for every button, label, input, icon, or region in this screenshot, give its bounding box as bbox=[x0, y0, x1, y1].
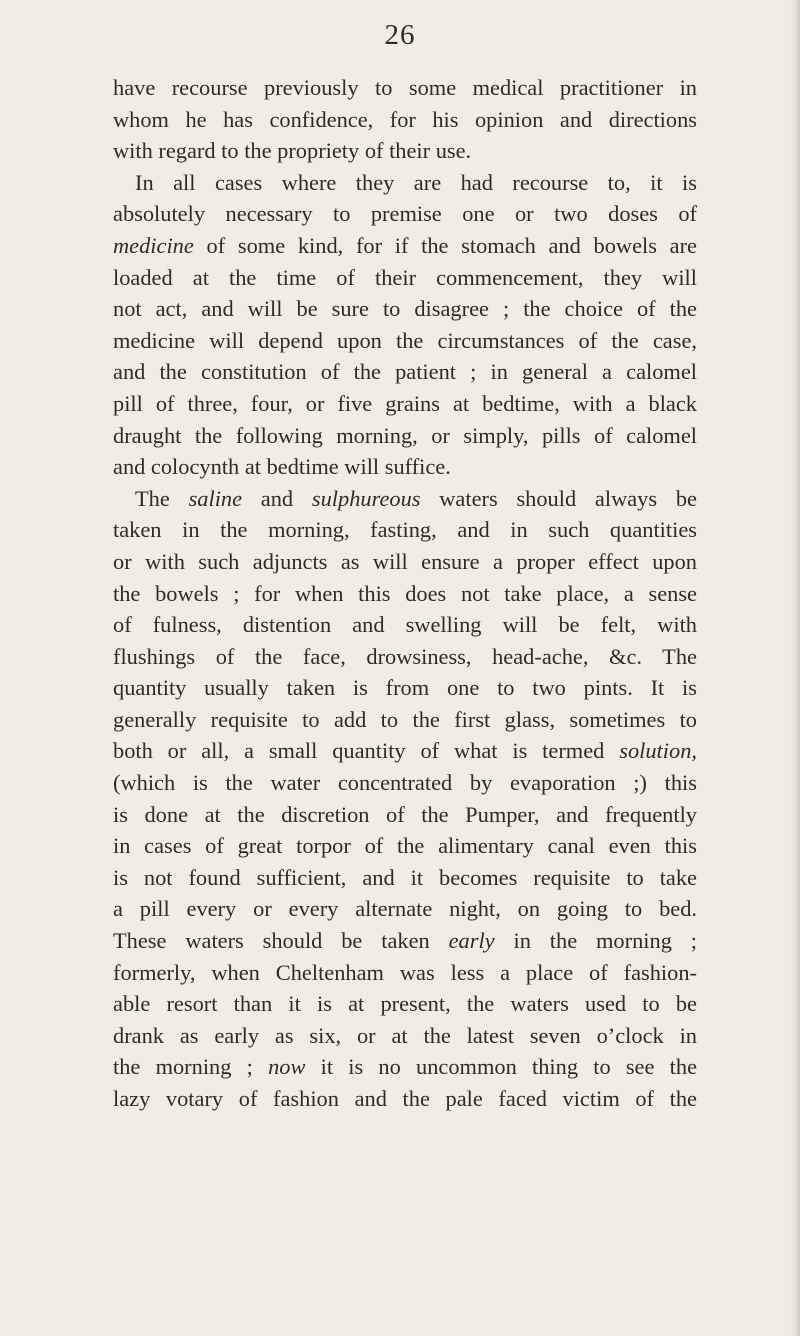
text-line bbox=[113, 1083, 697, 1115]
text-segment: In all cases where they are had recourse to, it is bbox=[135, 169, 697, 195]
text-segment: the bowels ; for when this does not take place, a sense bbox=[113, 580, 697, 606]
text-segment: is not found sufficient, and it becomes requisite to take bbox=[113, 864, 697, 890]
text-segment: in cases of great torpor of the alimentary canal even this bbox=[113, 833, 697, 859]
text-segment: it is no uncommon thing to see the bbox=[305, 1054, 698, 1080]
text-line bbox=[113, 451, 697, 483]
emphasized-text: now bbox=[268, 1054, 306, 1080]
text-line bbox=[113, 104, 697, 136]
text-segment: quantity usually taken is from one to two pints. It is bbox=[113, 675, 697, 701]
text-line bbox=[113, 388, 697, 420]
text-line bbox=[113, 988, 697, 1020]
text-segment: absolutely necessary to premise one or two doses of bbox=[113, 201, 697, 227]
text-segment: waters should always be bbox=[420, 485, 697, 511]
text-segment: taken in the morning, fasting, and in such quantities bbox=[113, 517, 697, 543]
text-line bbox=[113, 672, 697, 704]
text-line bbox=[113, 325, 697, 357]
text-segment: is done at the discretion of the Pumper, and frequently bbox=[113, 801, 697, 827]
text-segment: a pill every or every alternate night, on going to bed. bbox=[113, 896, 697, 922]
text-segment: (which is the water concentrated by evaporation ;) this bbox=[113, 770, 697, 796]
page-number: 26 bbox=[384, 19, 416, 51]
text-segment: of fulness, distention and swelling will be felt, with bbox=[113, 612, 697, 638]
text-segment: draught the following morning, or simply, pills of calomel bbox=[113, 422, 697, 448]
body-text bbox=[113, 72, 697, 1115]
text-segment: not act, and will be sure to disagree ; the choice of the bbox=[113, 296, 697, 322]
text-line bbox=[113, 135, 697, 167]
text-segment: whom he has confidence, for his opinion and directions bbox=[113, 106, 697, 132]
text-line bbox=[113, 767, 697, 799]
text-line bbox=[113, 198, 697, 230]
text-line bbox=[113, 641, 697, 673]
text-line bbox=[113, 862, 697, 894]
text-segment: and the constitution of the patient ; in general a calomel bbox=[113, 359, 697, 385]
emphasized-text: solution, bbox=[619, 738, 697, 764]
text-segment: formerly, when Cheltenham was less a place of fashion- bbox=[113, 959, 697, 985]
emphasized-text: saline bbox=[188, 485, 243, 511]
emphasized-text: early bbox=[448, 928, 495, 954]
text-line bbox=[113, 293, 697, 325]
text-segment: both or all, a small quantity of what is termed bbox=[113, 738, 620, 764]
text-segment: with regard to the propriety of their use. bbox=[113, 138, 472, 164]
page-edge bbox=[790, 0, 800, 1336]
text-line bbox=[113, 514, 697, 546]
text-line bbox=[113, 578, 697, 610]
text-segment: in the morning ; bbox=[494, 928, 697, 954]
text-line bbox=[113, 483, 697, 515]
text-segment: of some kind, for if the stomach and bowels are bbox=[193, 232, 697, 258]
text-segment: The bbox=[135, 485, 189, 511]
text-segment: have recourse previously to some medical practitioner in bbox=[113, 75, 697, 100]
text-line bbox=[113, 230, 697, 262]
text-line bbox=[113, 262, 697, 294]
text-line bbox=[113, 957, 697, 989]
text-line bbox=[113, 356, 697, 388]
text-line bbox=[113, 830, 697, 862]
text-line bbox=[113, 704, 697, 736]
text-segment: flushings of the face, drowsiness, head-ache, &c. The bbox=[113, 643, 697, 669]
text-segment: and bbox=[242, 485, 312, 511]
text-segment: loaded at the time of their commencement, they will bbox=[113, 264, 697, 290]
text-segment: drank as early as six, or at the latest seven o’clock in bbox=[113, 1022, 697, 1048]
text-segment: and colocynth at bedtime will suffice. bbox=[113, 454, 451, 480]
text-segment: generally requisite to add to the first glass, sometimes to bbox=[113, 706, 697, 732]
text-line bbox=[113, 893, 697, 925]
text-line bbox=[113, 1051, 697, 1083]
text-segment: the morning ; bbox=[113, 1054, 269, 1080]
text-line bbox=[113, 925, 697, 957]
text-line bbox=[113, 1020, 697, 1052]
text-line bbox=[113, 167, 697, 199]
text-line bbox=[113, 609, 697, 641]
text-segment: These waters should be taken bbox=[113, 928, 449, 954]
text-segment: medicine will depend upon the circumstances of the case, bbox=[113, 327, 697, 353]
text-segment: able resort than it is at present, the waters used to be bbox=[113, 991, 697, 1017]
text-segment: pill of three, four, or five grains at bedtime, with a black bbox=[113, 390, 697, 416]
emphasized-text: medicine bbox=[113, 232, 194, 258]
text-line bbox=[113, 735, 697, 767]
text-line bbox=[113, 72, 697, 104]
emphasized-text: sulphureous bbox=[311, 485, 421, 511]
text-line bbox=[113, 420, 697, 452]
text-segment: or with such adjuncts as will ensure a proper effect upon bbox=[113, 548, 697, 574]
text-segment: lazy votary of fashion and the pale faced victim of the bbox=[113, 1086, 697, 1111]
text-line bbox=[113, 546, 697, 578]
text-line bbox=[113, 799, 697, 831]
